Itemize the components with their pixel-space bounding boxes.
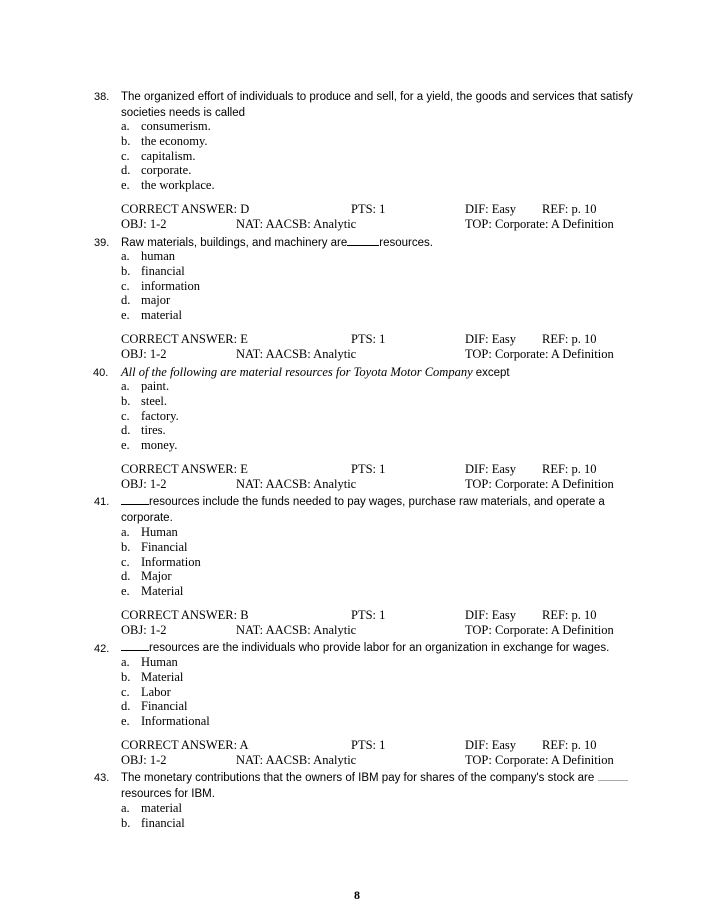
option-e: e. the workplace. bbox=[121, 178, 215, 193]
option-a: a. human bbox=[121, 249, 176, 263]
option-e: e. Informational bbox=[121, 714, 210, 729]
option-b: b. financial bbox=[121, 263, 185, 278]
option-d: d. Major bbox=[121, 569, 172, 584]
option-c: c. Labor bbox=[121, 684, 171, 699]
objective: OBJ: 1-2 bbox=[121, 347, 167, 361]
correct-answer: CORRECT ANSWER: D bbox=[121, 202, 250, 216]
points: PTS: 1 bbox=[351, 738, 386, 752]
reference: REF: p. 10 bbox=[542, 202, 597, 216]
question-stem: Raw materials, buildings, and machinery are resources. bbox=[121, 237, 433, 249]
option-c: c. factory. bbox=[121, 408, 179, 423]
option-list bbox=[121, 249, 200, 323]
option-b: b. the economy. bbox=[121, 133, 208, 148]
objective: OBJ: 1-2 bbox=[121, 217, 167, 231]
question-stem: resources are the individuals who provide labor for an organization in exchange for wages. bbox=[121, 640, 681, 656]
correct-answer: CORRECT ANSWER: A bbox=[121, 738, 249, 752]
topic: TOP: Corporate: A Definition bbox=[465, 347, 614, 361]
difficulty: DIF: Easy bbox=[465, 738, 517, 752]
topic: TOP: Corporate: A Definition bbox=[465, 217, 614, 231]
option-list bbox=[121, 379, 179, 453]
answer-metadata bbox=[121, 202, 641, 232]
fill-in-blank bbox=[598, 770, 628, 781]
answer-metadata bbox=[121, 462, 641, 492]
points: PTS: 1 bbox=[351, 462, 386, 476]
question-number: 43. bbox=[94, 772, 110, 784]
correct-answer: CORRECT ANSWER: B bbox=[121, 608, 249, 622]
correct-answer: CORRECT ANSWER: E bbox=[121, 332, 248, 346]
option-d: d. Financial bbox=[121, 699, 188, 714]
question-number: 40. bbox=[93, 367, 109, 379]
option-b: b. financial bbox=[121, 815, 185, 830]
topic: TOP: Corporate: A Definition bbox=[465, 477, 614, 491]
correct-answer: CORRECT ANSWER: E bbox=[121, 462, 248, 476]
option-a: a. paint. bbox=[121, 379, 170, 393]
reference: REF: p. 10 bbox=[542, 738, 597, 752]
national-standard: NAT: AACSB: Analytic bbox=[236, 623, 357, 637]
points: PTS: 1 bbox=[351, 202, 386, 216]
question-stem: resources include the funds needed to pay wages, purchase raw materials, and operate a corporate. bbox=[121, 496, 605, 524]
fill-in-blank bbox=[347, 235, 379, 246]
answer-metadata bbox=[121, 738, 641, 768]
answer-metadata bbox=[121, 608, 641, 638]
option-c: c. capitalism. bbox=[121, 148, 196, 163]
national-standard: NAT: AACSB: Analytic bbox=[236, 753, 357, 767]
difficulty: DIF: Easy bbox=[465, 202, 517, 216]
option-d: d. corporate. bbox=[121, 163, 192, 178]
difficulty: DIF: Easy bbox=[465, 332, 517, 346]
question-stem: All of the following are material resources for Toyota Motor Company except bbox=[121, 365, 510, 379]
question-stem: The organized effort of individuals to produce and sell, for a yield, the goods and services that satisfy societies needs is called bbox=[121, 91, 633, 119]
option-list bbox=[121, 119, 215, 193]
option-list bbox=[121, 655, 210, 729]
option-d: d. tires. bbox=[121, 423, 166, 438]
objective: OBJ: 1-2 bbox=[121, 477, 167, 491]
question-number: 39. bbox=[94, 237, 110, 249]
reference: REF: p. 10 bbox=[542, 462, 597, 476]
reference: REF: p. 10 bbox=[542, 332, 597, 346]
question-number: 42. bbox=[94, 643, 110, 655]
national-standard: NAT: AACSB: Analytic bbox=[236, 347, 357, 361]
answer-metadata bbox=[121, 332, 641, 362]
national-standard: NAT: AACSB: Analytic bbox=[236, 477, 357, 491]
option-c: c. information bbox=[121, 278, 201, 293]
option-b: b. steel. bbox=[121, 393, 168, 408]
option-list bbox=[121, 801, 185, 831]
points: PTS: 1 bbox=[351, 608, 386, 622]
fill-in-blank bbox=[121, 640, 149, 651]
points: PTS: 1 bbox=[351, 332, 386, 346]
topic: TOP: Corporate: A Definition bbox=[465, 753, 614, 767]
difficulty: DIF: Easy bbox=[465, 608, 517, 622]
option-b: b. Material bbox=[121, 669, 184, 684]
option-a: a. Human bbox=[121, 525, 178, 539]
national-standard: NAT: AACSB: Analytic bbox=[236, 217, 357, 231]
option-b: b. Financial bbox=[121, 539, 188, 554]
reference: REF: p. 10 bbox=[542, 608, 597, 622]
option-c: c. Information bbox=[121, 554, 201, 569]
fill-in-blank bbox=[121, 494, 149, 505]
topic: TOP: Corporate: A Definition bbox=[465, 623, 614, 637]
option-a: a. material bbox=[121, 801, 182, 815]
difficulty: DIF: Easy bbox=[465, 462, 517, 476]
option-a: a. Human bbox=[121, 655, 178, 669]
option-e: e. money. bbox=[121, 438, 178, 453]
option-list bbox=[121, 525, 201, 599]
option-d: d. major bbox=[121, 293, 171, 308]
option-e: e. material bbox=[121, 308, 182, 323]
question-number: 38. bbox=[94, 91, 110, 103]
objective: OBJ: 1-2 bbox=[121, 623, 167, 637]
question-number: 41. bbox=[94, 496, 110, 508]
option-a: a. consumerism. bbox=[121, 119, 211, 133]
objective: OBJ: 1-2 bbox=[121, 753, 167, 767]
question-stem: The monetary contributions that the owners of IBM pay for shares of the company's stock are resources for IBM. bbox=[121, 770, 651, 802]
option-e: e. Material bbox=[121, 584, 184, 599]
page-number: 8 bbox=[354, 888, 360, 902]
